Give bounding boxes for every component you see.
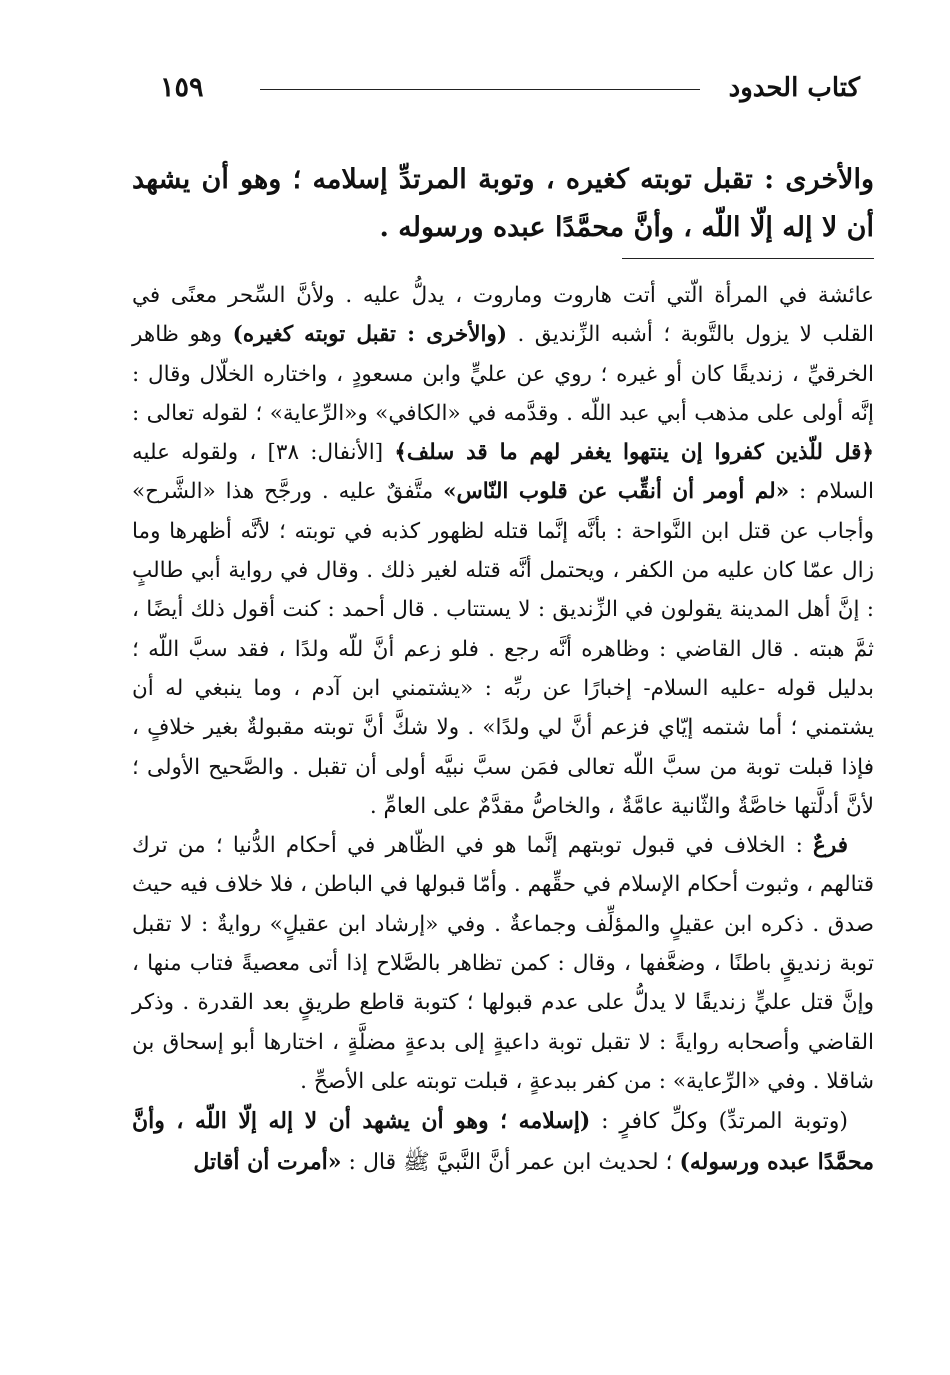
bold-run: (إسلامه ؛ وهو أن يشهد أن لا إله إلّا اللّه ، وأنَّ محمَّدًا عبده ورسوله) (132, 1108, 874, 1176)
text-run: وهو ظاهر الخرقيِّ ، زنديقًا كان أو غيره ؛ روي عن عليٍّ وابن مسعودٍ ، واختاره الخلّال وقال : إنَّه أولى على مذهب أبي عبد اللّه . وقدَّمه في «الكافي» و«الرِّعاية» ؛ لقوله تعالى : (132, 322, 874, 426)
header-rule (260, 89, 700, 90)
page-number: ١٥٩ (160, 72, 204, 103)
text-run: عائشة في المرأة الّتي أتت هاروت وماروت ، يدلُّ عليه . ولأنَّ السِّحر معنًى في القلب لا يزول بالتَّوبة ؛ أشبه الزِّنديق . (132, 283, 874, 348)
text-run: : الخلاف في قبول توبتهم إنَّما هو في الظّاهر في أحكام الدُّنيا ؛ من ترك قتالهم ، وثبوت أحكام الإسلام في حقِّهم . وأمّا قبولها في الباطن ، فلا خلاف فيه حيث صدق . ذكره ابن عقيلٍ والمؤلِّف وجماعةٌ . وفي «إرشاد ابن عقيلٍ» روايةٌ : لا تقبل توبة زنديقٍ باطنًا ، وضعَّفها ، وقال : كمن تظاهر بالصَّلاح إذا أتى معصيةً فتاب منها ، وإنَّ قتل عليٍّ زنديقًا لا يدلُّ على عدم قبولها ؛ كتوبة قاطع طريقٍ بعد القدرة . وذكر القاضي وأصحابه روايةً : لا تقبل توبة داعيةٍ إلى بدعةٍ مضلَّةٍ ، اختارها أبو إسحاق بن شاقلا . وفي «الرِّعاية» : من كفر ببدعةٍ ، قبلت توبته على الأصحِّ . (132, 833, 874, 1094)
text-run: متَّفقٌ عليه . ورجَّح هذا «الشَّرح» وأجاب عن قتل ابن النَّواحة : بأنَّه إنَّما قتله لظهور كذبه في توبته ؛ لأنَّه أظهرها وما زال عمّا كان عليه من الكفر ، ويحتمل أنَّه قتله لغير ذلك . وقال في رواية أبي طالبٍ : إنَّ أهل المدينة يقولون في الزِّنديق : لا يستتاب . قال أحمد : كنت أقول ذلك أيضًا ، ثمَّ هبته . قال القاضي : وظاهره أنَّه رجع . فلو زعم أنَّ للّه ولدًا ، فقد سبَّ اللّه ؛ بدليل قوله -عليه السلام- إخبارًا عن ربِّه : «يشتمني ابن آدم ، وما ينبغي له أن يشتمني ؛ أما شتمه إيّاي فزعم أنَّ لي ولدًا» . ولا شكَّ أنَّ توبته مقبولةٌ بغير خلافٍ ، فإذا قبلت توبة من سبَّ اللّه تعالى فمَن سبَّ نبيَّه أولى أن تقبل . والصَّحيح الأولى ؛ لأنَّ أدلَّتها خاصَّةٌ والثّانية عامَّةٌ ، والخاصُّ مقدَّمٌ على العامِّ . (132, 479, 874, 819)
text-run: ؛ لحديث ابن عمر أنَّ النَّبيَّ ﷺ قال : (341, 1150, 680, 1176)
bold-run: (والأخرى : تقبل توبته كغيره) (232, 322, 507, 348)
book-title: كتاب الحدود (728, 73, 860, 103)
commentary (132, 276, 874, 1183)
hadith-quote: «أمرت أن أقاتل (193, 1149, 342, 1176)
far-heading: فرعٌ (813, 833, 848, 859)
hadith-quote: «لم أومر أن أنقِّب عن قلوب النّاس» (443, 479, 790, 505)
text-run: [الأنفال: ٣٨] ، ولقوله عليه السلام : (132, 440, 874, 505)
commentary-paragraph-2 (132, 826, 874, 1101)
text-run: وكلِّ كافرٍ : (590, 1109, 719, 1135)
page-header (160, 68, 860, 108)
commentary-paragraph-1 (132, 276, 874, 826)
matn-text: والأخرى : تقبل توبته كغيره ، وتوبة المرتدِّ إسلامه ؛ وهو أن يشهد أن لا إله إلّا اللّه ، وأنَّ محمَّدًا عبده ورسوله . (132, 164, 874, 243)
commentary-paragraph-3 (132, 1101, 874, 1183)
footnote-separator (622, 258, 874, 259)
text-run: (وتوبة المرتدِّ) (718, 1109, 848, 1135)
quran-quote: ﴿قل للّذين كفروا إن ينتهوا يغفر لهم ما قد سلف﴾ (394, 440, 874, 466)
